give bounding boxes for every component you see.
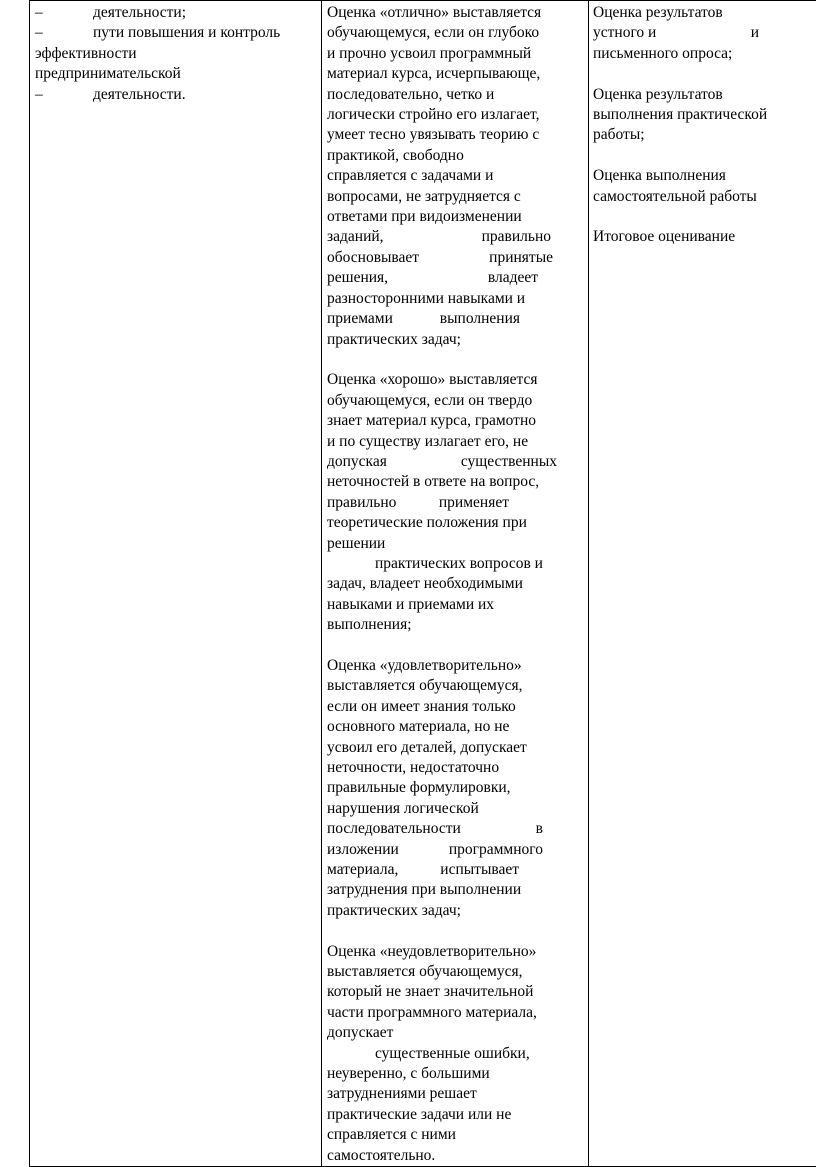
criterion-unsatisfactory: Оценка «неудовлетворительно» выставляется обучающемуся, который не знает значительной части программного материала, допускает существенные ошибки, неуверенно, с большими затруднениями решает практические задачи или не справляется с ними самостоятельно. — [327, 942, 585, 1166]
method-oral-written: Оценка результатов устного и и письменного опроса; — [593, 3, 814, 64]
table-row — [30, 1, 816, 1167]
dash-bullet: – — [35, 23, 93, 43]
dash-bullet: – — [35, 85, 93, 105]
criterion-satisfactory: Оценка «удовлетворительно» выставляется обучающемуся, если он имеет знания только основного материала, но не усвоил его деталей, допускает неточности, недостаточно правильные формулировки, нарушения логической последовательности в изложении программного материала, испытывает затруднения при выполнении практических задач; — [327, 656, 585, 921]
criterion-excellent: Оценка «отлично» выставляется обучающемуся, если он глубоко и прочно усвоил программный материал курса, исчерпывающе, последовательно, четко и логически стройно его излагает, умеет тесно увязывать теорию с практикой, свободно справляется с задачами и вопросами, не затрудняется с ответами при видоизменении заданий, правильно обосновывает принятые решения, владеет разносторонними навыками и приемами выполнения практических задач; — [327, 3, 585, 350]
method-practical: Оценка результатов выполнения практической работы; — [593, 85, 814, 146]
list-item-continuation: эффективности — [35, 44, 317, 64]
assessment-table — [29, 0, 816, 1167]
list-item-continuation: предпринимательской — [35, 64, 317, 84]
dash-bullet: – — [35, 3, 93, 23]
criterion-good: Оценка «хорошо» выставляется обучающемуся, если он твердо знает материал курса, грамотно и по существу излагает его, не допуская существенных неточностей в ответе на вопрос, правильно применяет теоретические положения при решении практических вопросов и задач, владеет необходимыми навыками и приемами их выполнения; — [327, 370, 585, 635]
methods-cell — [589, 1, 816, 1167]
criteria-cell — [322, 1, 589, 1167]
list-item: – деятельности. — [35, 85, 317, 105]
competencies-cell — [30, 1, 322, 1167]
list-item: – деятельности; — [35, 3, 317, 23]
list-item: – пути повышения и контроль — [35, 23, 317, 43]
method-independent: Оценка выполнения самостоятельной работы — [593, 166, 814, 207]
method-final: Итоговое оценивание — [593, 227, 814, 247]
